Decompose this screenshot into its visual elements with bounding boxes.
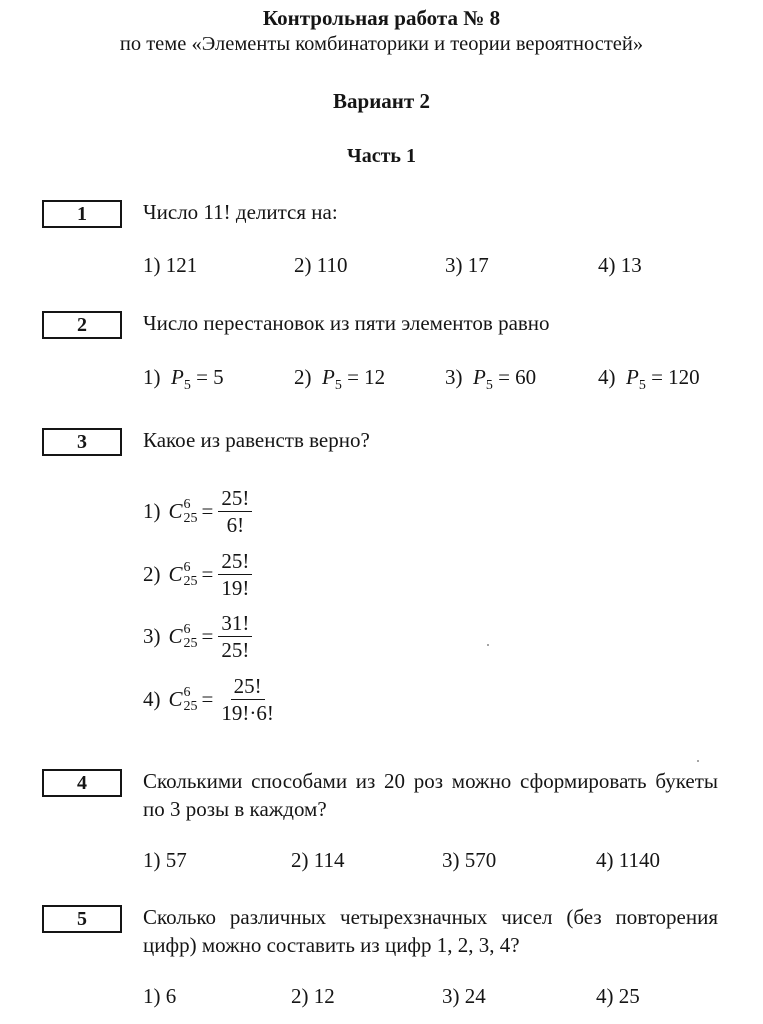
combination-letter: C: [168, 562, 183, 586]
denominator: 25!: [221, 638, 250, 662]
question-text: Число перестановок из пяти элементов равно: [143, 311, 550, 335]
answer-option: [143, 486, 252, 537]
numerator: 25!: [231, 674, 265, 700]
denominator: 19!·6!: [221, 701, 274, 725]
combination-symbol: [169, 561, 198, 589]
answer-option: [294, 365, 385, 394]
combination-symbol: [169, 686, 198, 714]
answer-option: 1) 121: [143, 253, 198, 277]
combination-symbol: [169, 623, 198, 651]
answer-option: 2) 110: [294, 253, 348, 277]
question-number-box: 1: [42, 200, 122, 228]
superscript: 6: [183, 621, 191, 637]
answer-value: = 5: [196, 365, 224, 389]
answer-option: [598, 365, 700, 394]
answer-label: 4): [598, 365, 616, 389]
part-heading: Часть 1: [347, 145, 416, 167]
subscript: 25: [183, 635, 198, 651]
answer-label: 2): [143, 562, 161, 586]
answer-label: 1): [143, 365, 161, 389]
subscript: 5: [485, 378, 493, 393]
answer-option: 4) 1140: [596, 848, 660, 872]
subscript: 5: [183, 378, 191, 393]
answer-option: 2) 114: [291, 848, 345, 872]
fraction: [218, 611, 252, 662]
answer-label: 3): [445, 365, 463, 389]
fraction: [218, 674, 276, 725]
equals-sign: =: [201, 499, 214, 523]
numerator: 25!: [218, 486, 252, 512]
subscript: 5: [334, 378, 342, 393]
question-number-box: 2: [42, 311, 122, 339]
equals-sign: =: [201, 687, 214, 711]
answer-option: 3) 570: [442, 848, 497, 872]
superscript: 6: [183, 684, 191, 700]
denominator: 19!: [221, 576, 250, 600]
answer-option: 2) 12: [291, 984, 335, 1008]
equals-sign: =: [201, 562, 214, 586]
answer-option: 3) 17: [445, 253, 489, 277]
answer-label: 1): [143, 499, 161, 523]
denominator: 6!: [226, 513, 245, 537]
question-text: Число 11! делится на:: [143, 200, 338, 224]
combination-letter: C: [168, 624, 183, 648]
combination-symbol: [169, 498, 198, 526]
equals-sign: =: [201, 624, 214, 648]
question-text: Сколько различных четырехзначных чисел (без повторения цифр) можно составить из цифр 1, 2, 3, 4?: [143, 905, 718, 957]
answer-option: 3) 24: [442, 984, 486, 1008]
answer-label: 2): [294, 365, 312, 389]
numerator: 31!: [218, 611, 252, 637]
answer-option: [445, 365, 536, 394]
scan-speck: [697, 760, 699, 762]
permutation-symbol: P: [171, 365, 184, 389]
scan-speck: [487, 644, 489, 646]
subscript: 25: [183, 573, 198, 589]
subscript: 25: [183, 698, 198, 714]
subscript: 25: [183, 510, 198, 526]
variant-heading: Вариант 2: [333, 89, 430, 113]
numerator: 25!: [218, 549, 252, 575]
answer-option: [143, 365, 224, 394]
page-subtitle: по теме «Элементы комбинаторики и теории вероятностей»: [119, 33, 644, 55]
answer-value: = 60: [498, 365, 537, 389]
answer-value: = 120: [651, 365, 700, 389]
answer-option: [143, 674, 277, 725]
answer-value: = 12: [347, 365, 386, 389]
question-number-box: 4: [42, 769, 122, 797]
answer-option: 1) 57: [143, 848, 187, 872]
superscript: 6: [183, 559, 191, 575]
combination-letter: C: [168, 687, 183, 711]
answer-option: 4) 25: [596, 984, 640, 1008]
answer-option: 4) 13: [598, 253, 642, 277]
question-number-box: 5: [42, 905, 122, 933]
answer-label: 3): [143, 624, 161, 648]
answer-option: [143, 611, 252, 662]
fraction: [218, 486, 252, 537]
superscript: 6: [183, 496, 191, 512]
page-title: Контрольная работа № 8: [262, 6, 501, 30]
answer-option: 1) 6: [143, 984, 177, 1008]
combination-letter: C: [168, 499, 183, 523]
answer-label: 4): [143, 687, 161, 711]
fraction: [218, 549, 252, 600]
question-number-box: 3: [42, 428, 122, 456]
permutation-symbol: P: [322, 365, 335, 389]
permutation-symbol: P: [626, 365, 639, 389]
question-text: Какое из равенств верно?: [143, 428, 370, 452]
answer-option: [143, 549, 252, 600]
question-text: Сколькими способами из 20 роз можно сформировать букеты по 3 розы в каждом?: [143, 769, 718, 821]
subscript: 5: [638, 378, 646, 393]
permutation-symbol: P: [473, 365, 486, 389]
